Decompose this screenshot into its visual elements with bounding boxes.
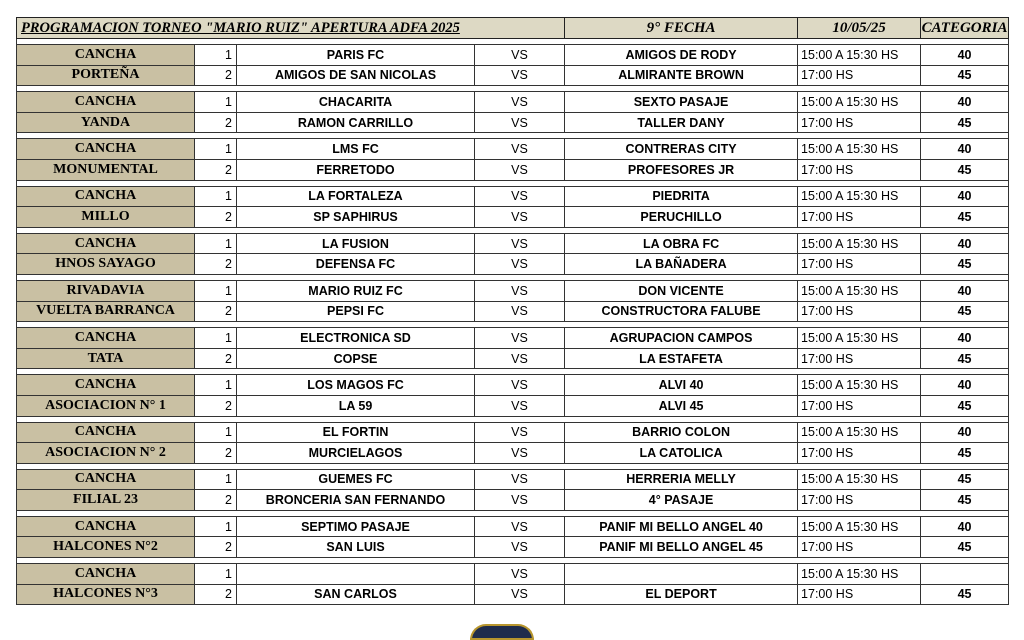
match-time: 15:00 A 15:30 HS: [798, 186, 921, 207]
home-team: SAN LUIS: [237, 537, 475, 558]
vs-label: VS: [475, 469, 565, 490]
category-value: 45: [921, 348, 1009, 369]
match-row: [17, 490, 1009, 511]
category-value: 40: [921, 233, 1009, 254]
match-row: [17, 469, 1009, 490]
vs-label: VS: [475, 537, 565, 558]
venue-name-line2: MILLO: [17, 207, 195, 228]
away-team: LA ESTAFETA: [565, 348, 798, 369]
header-row: [17, 18, 1009, 39]
vs-label: VS: [475, 564, 565, 585]
home-team: MURCIELAGOS: [237, 443, 475, 464]
away-team: ALVI 40: [565, 375, 798, 396]
venue-name-line2: HALCONES N°3: [17, 584, 195, 605]
category-value: 40: [921, 328, 1009, 349]
match-time: 15:00 A 15:30 HS: [798, 422, 921, 443]
match-row: [17, 139, 1009, 160]
match-number: 1: [195, 45, 237, 66]
venue-name-line2: ASOCIACION N° 1: [17, 395, 195, 416]
venue-name-line2: PORTEÑA: [17, 65, 195, 86]
match-row: [17, 207, 1009, 228]
match-time: 15:00 A 15:30 HS: [798, 469, 921, 490]
away-team: DON VICENTE: [565, 280, 798, 301]
away-team: AGRUPACION CAMPOS: [565, 328, 798, 349]
away-team: BARRIO COLON: [565, 422, 798, 443]
venue-name-line2: FILIAL 23: [17, 490, 195, 511]
category-value: [921, 564, 1009, 585]
away-team: HERRERIA MELLY: [565, 469, 798, 490]
vs-label: VS: [475, 422, 565, 443]
vs-label: VS: [475, 280, 565, 301]
match-time: 17:00 HS: [798, 584, 921, 605]
category-value: 45: [921, 254, 1009, 275]
tournament-title: PROGRAMACION TORNEO "MARIO RUIZ" APERTURA ADFA 2025: [17, 18, 565, 39]
category-value: 45: [921, 301, 1009, 322]
vs-label: VS: [475, 207, 565, 228]
venue-name-line1: CANCHA: [17, 564, 195, 585]
vs-label: VS: [475, 186, 565, 207]
away-team: LA BAÑADERA: [565, 254, 798, 275]
round-label: 9° FECHA: [565, 18, 798, 39]
vs-label: VS: [475, 233, 565, 254]
match-row: [17, 375, 1009, 396]
match-time: 15:00 A 15:30 HS: [798, 92, 921, 113]
vs-label: VS: [475, 328, 565, 349]
match-number: 1: [195, 186, 237, 207]
away-team: 4° PASAJE: [565, 490, 798, 511]
home-team: LA FORTALEZA: [237, 186, 475, 207]
vs-label: VS: [475, 65, 565, 86]
vs-label: VS: [475, 443, 565, 464]
vs-label: VS: [475, 516, 565, 537]
home-team: CHACARITA: [237, 92, 475, 113]
category-value: 40: [921, 186, 1009, 207]
league-crest-logo: [470, 624, 534, 640]
match-row: [17, 65, 1009, 86]
vs-label: VS: [475, 395, 565, 416]
vs-label: VS: [475, 584, 565, 605]
away-team: [565, 564, 798, 585]
vs-label: VS: [475, 375, 565, 396]
match-row: [17, 516, 1009, 537]
match-time: 15:00 A 15:30 HS: [798, 328, 921, 349]
match-row: [17, 348, 1009, 369]
match-row: [17, 443, 1009, 464]
category-value: 40: [921, 92, 1009, 113]
home-team: [237, 564, 475, 585]
home-team: PARIS FC: [237, 45, 475, 66]
category-header: CATEGORIA: [921, 18, 1009, 39]
venue-name-line1: CANCHA: [17, 375, 195, 396]
venue-name-line1: CANCHA: [17, 233, 195, 254]
match-row: [17, 537, 1009, 558]
venue-name-line1: CANCHA: [17, 45, 195, 66]
category-value: 40: [921, 280, 1009, 301]
category-value: 45: [921, 65, 1009, 86]
match-number: 2: [195, 395, 237, 416]
away-team: ALMIRANTE BROWN: [565, 65, 798, 86]
away-team: ALVI 45: [565, 395, 798, 416]
away-team: PIEDRITA: [565, 186, 798, 207]
match-number: 1: [195, 564, 237, 585]
venue-name-line1: CANCHA: [17, 422, 195, 443]
home-team: FERRETODO: [237, 159, 475, 180]
category-value: 45: [921, 207, 1009, 228]
home-team: MARIO RUIZ FC: [237, 280, 475, 301]
home-team: LMS FC: [237, 139, 475, 160]
home-team: GUEMES FC: [237, 469, 475, 490]
away-team: PANIF MI BELLO ANGEL 40: [565, 516, 798, 537]
match-row: [17, 233, 1009, 254]
match-time: 17:00 HS: [798, 537, 921, 558]
match-time: 15:00 A 15:30 HS: [798, 564, 921, 585]
match-number: 1: [195, 139, 237, 160]
match-number: 2: [195, 301, 237, 322]
venue-name-line1: CANCHA: [17, 469, 195, 490]
away-team: LA CATOLICA: [565, 443, 798, 464]
venue-name-line2: TATA: [17, 348, 195, 369]
match-number: 1: [195, 516, 237, 537]
vs-label: VS: [475, 112, 565, 133]
venue-name-line2: ASOCIACION N° 2: [17, 443, 195, 464]
match-time: 15:00 A 15:30 HS: [798, 516, 921, 537]
match-row: [17, 112, 1009, 133]
category-value: 45: [921, 395, 1009, 416]
match-time: 17:00 HS: [798, 65, 921, 86]
venue-name-line1: RIVADAVIA: [17, 280, 195, 301]
match-number: 2: [195, 348, 237, 369]
home-team: PEPSI FC: [237, 301, 475, 322]
away-team: PERUCHILLO: [565, 207, 798, 228]
category-value: 45: [921, 443, 1009, 464]
match-number: 2: [195, 584, 237, 605]
match-number: 1: [195, 375, 237, 396]
match-time: 15:00 A 15:30 HS: [798, 139, 921, 160]
away-team: CONSTRUCTORA FALUBE: [565, 301, 798, 322]
category-value: 45: [921, 490, 1009, 511]
away-team: AMIGOS DE RODY: [565, 45, 798, 66]
category-value: 40: [921, 375, 1009, 396]
home-team: SEPTIMO PASAJE: [237, 516, 475, 537]
match-number: 1: [195, 280, 237, 301]
match-row: [17, 92, 1009, 113]
match-row: [17, 186, 1009, 207]
home-team: SP SAPHIRUS: [237, 207, 475, 228]
match-time: 17:00 HS: [798, 207, 921, 228]
match-row: [17, 564, 1009, 585]
match-number: 2: [195, 112, 237, 133]
match-time: 17:00 HS: [798, 443, 921, 464]
match-row: [17, 254, 1009, 275]
venue-name-line2: VUELTA BARRANCA: [17, 301, 195, 322]
match-time: 17:00 HS: [798, 490, 921, 511]
vs-label: VS: [475, 348, 565, 369]
away-team: CONTRERAS CITY: [565, 139, 798, 160]
venue-name-line1: CANCHA: [17, 186, 195, 207]
match-number: 1: [195, 422, 237, 443]
category-value: 45: [921, 469, 1009, 490]
away-team: LA OBRA FC: [565, 233, 798, 254]
category-value: 45: [921, 159, 1009, 180]
category-value: 40: [921, 422, 1009, 443]
match-number: 2: [195, 207, 237, 228]
home-team: DEFENSA FC: [237, 254, 475, 275]
category-value: 40: [921, 516, 1009, 537]
home-team: RAMON CARRILLO: [237, 112, 475, 133]
venue-name-line2: YANDA: [17, 112, 195, 133]
match-row: [17, 395, 1009, 416]
match-number: 1: [195, 328, 237, 349]
match-row: [17, 328, 1009, 349]
match-date: 10/05/25: [798, 18, 921, 39]
category-value: 40: [921, 139, 1009, 160]
venue-name-line2: HNOS SAYAGO: [17, 254, 195, 275]
home-team: LOS MAGOS FC: [237, 375, 475, 396]
match-row: [17, 159, 1009, 180]
away-team: EL DEPORT: [565, 584, 798, 605]
match-number: 2: [195, 254, 237, 275]
match-number: 2: [195, 65, 237, 86]
match-time: 15:00 A 15:30 HS: [798, 45, 921, 66]
vs-label: VS: [475, 490, 565, 511]
vs-label: VS: [475, 45, 565, 66]
match-time: 17:00 HS: [798, 301, 921, 322]
match-row: [17, 301, 1009, 322]
away-team: TALLER DANY: [565, 112, 798, 133]
match-number: 1: [195, 233, 237, 254]
match-row: [17, 280, 1009, 301]
away-team: SEXTO PASAJE: [565, 92, 798, 113]
match-time: 15:00 A 15:30 HS: [798, 280, 921, 301]
home-team: LA 59: [237, 395, 475, 416]
match-time: 17:00 HS: [798, 159, 921, 180]
vs-label: VS: [475, 159, 565, 180]
vs-label: VS: [475, 254, 565, 275]
match-time: 17:00 HS: [798, 254, 921, 275]
match-number: 2: [195, 537, 237, 558]
home-team: COPSE: [237, 348, 475, 369]
home-team: ELECTRONICA SD: [237, 328, 475, 349]
match-row: [17, 584, 1009, 605]
venue-name-line1: CANCHA: [17, 92, 195, 113]
away-team: PROFESORES JR: [565, 159, 798, 180]
venue-name-line2: HALCONES N°2: [17, 537, 195, 558]
schedule-table: [16, 17, 1009, 605]
home-team: SAN CARLOS: [237, 584, 475, 605]
vs-label: VS: [475, 92, 565, 113]
match-time: 15:00 A 15:30 HS: [798, 375, 921, 396]
match-number: 1: [195, 469, 237, 490]
match-number: 2: [195, 159, 237, 180]
home-team: EL FORTIN: [237, 422, 475, 443]
match-time: 17:00 HS: [798, 348, 921, 369]
home-team: LA FUSION: [237, 233, 475, 254]
match-time: 15:00 A 15:30 HS: [798, 233, 921, 254]
match-number: 2: [195, 443, 237, 464]
vs-label: VS: [475, 301, 565, 322]
category-value: 45: [921, 112, 1009, 133]
vs-label: VS: [475, 139, 565, 160]
venue-name-line1: CANCHA: [17, 328, 195, 349]
venue-name-line1: CANCHA: [17, 516, 195, 537]
category-value: 45: [921, 584, 1009, 605]
match-row: [17, 422, 1009, 443]
match-time: 17:00 HS: [798, 112, 921, 133]
category-value: 40: [921, 45, 1009, 66]
venue-name-line1: CANCHA: [17, 139, 195, 160]
home-team: AMIGOS DE SAN NICOLAS: [237, 65, 475, 86]
match-row: [17, 45, 1009, 66]
home-team: BRONCERIA SAN FERNANDO: [237, 490, 475, 511]
match-number: 2: [195, 490, 237, 511]
match-number: 1: [195, 92, 237, 113]
category-value: 45: [921, 537, 1009, 558]
away-team: PANIF MI BELLO ANGEL 45: [565, 537, 798, 558]
match-time: 17:00 HS: [798, 395, 921, 416]
venue-name-line2: MONUMENTAL: [17, 159, 195, 180]
